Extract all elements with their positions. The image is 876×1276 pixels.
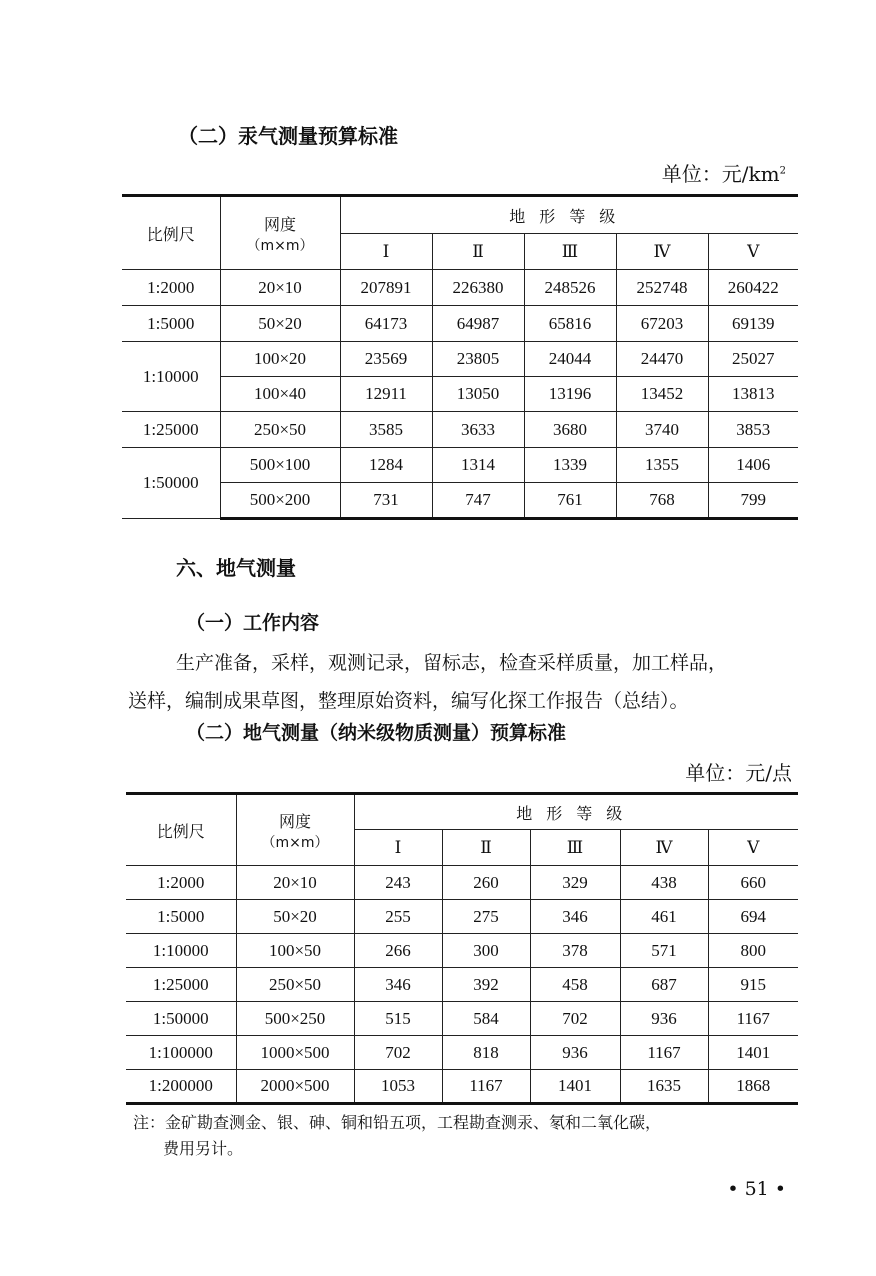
cell-value: 346 (354, 968, 442, 1002)
paragraph-line-1: 生产准备，采样，观测记录，留标志，检查采样质量，加工样品， (176, 652, 728, 674)
cell-value: 69139 (708, 306, 798, 342)
table-row (122, 412, 798, 448)
cell-value: 13452 (616, 377, 708, 412)
header-grid: 网度 （m×m） (236, 794, 354, 866)
cell-value: 1339 (524, 448, 616, 483)
cell-value: 1401 (530, 1070, 620, 1104)
cell-value: 761 (524, 483, 616, 519)
table-row (122, 342, 798, 377)
cell-grid: 20×10 (220, 270, 340, 306)
level-5: Ⅴ (708, 234, 798, 270)
cell-scale: 1:10000 (122, 342, 220, 412)
cell-value: 243 (354, 866, 442, 900)
cell-scale: 1:200000 (126, 1070, 236, 1104)
cell-value: 1284 (340, 448, 432, 483)
cell-grid: 20×10 (236, 866, 354, 900)
cell-value: 3585 (340, 412, 432, 448)
paragraph-line-2: 送样，编制成果草图，整理原始资料，编写化探工作报告（总结）。 (128, 690, 689, 712)
cell-value: 260422 (708, 270, 798, 306)
cell-scale: 1:5000 (126, 900, 236, 934)
cell-value: 936 (620, 1002, 708, 1036)
cell-value: 515 (354, 1002, 442, 1036)
unit-superscript: 2 (779, 165, 786, 177)
header-terrain: 地形等级 (340, 196, 798, 234)
table-row (122, 377, 798, 412)
cell-value: 1868 (708, 1070, 798, 1104)
cell-value: 1167 (442, 1070, 530, 1104)
cell-value: 65816 (524, 306, 616, 342)
cell-value: 346 (530, 900, 620, 934)
footnote-line-1: 注：金矿勘查测金、银、砷、铜和铅五项，工程勘查测汞、氡和二氧化碳， (133, 1113, 662, 1132)
cell-value: 660 (708, 866, 798, 900)
cell-value: 23805 (432, 342, 524, 377)
level-2: Ⅱ (432, 234, 524, 270)
level-5: Ⅴ (708, 830, 798, 866)
cell-value: 12911 (340, 377, 432, 412)
level-3: Ⅲ (524, 234, 616, 270)
cell-value: 3633 (432, 412, 524, 448)
cell-value: 207891 (340, 270, 432, 306)
cell-value: 252748 (616, 270, 708, 306)
cell-value: 1167 (620, 1036, 708, 1070)
cell-scale: 1:100000 (126, 1036, 236, 1070)
cell-value: 392 (442, 968, 530, 1002)
cell-grid: 100×20 (220, 342, 340, 377)
level-4: Ⅳ (620, 830, 708, 866)
cell-value: 300 (442, 934, 530, 968)
cell-value: 584 (442, 1002, 530, 1036)
cell-scale: 1:50000 (122, 448, 220, 519)
cell-value: 731 (340, 483, 432, 519)
cell-value: 702 (530, 1002, 620, 1036)
cell-value: 3853 (708, 412, 798, 448)
cell-value: 260 (442, 866, 530, 900)
cell-value: 458 (530, 968, 620, 1002)
cell-value: 1167 (708, 1002, 798, 1036)
header-terrain: 地形等级 (354, 794, 798, 830)
cell-value: 571 (620, 934, 708, 968)
cell-grid: 500×200 (220, 483, 340, 519)
cell-value: 438 (620, 866, 708, 900)
cell-scale: 1:25000 (122, 412, 220, 448)
unit-label-1 (662, 158, 786, 187)
section-heading-soil-gas: 六、地气测量 (176, 556, 296, 580)
cell-grid: 50×20 (220, 306, 340, 342)
cell-value: 936 (530, 1036, 620, 1070)
cell-value: 13196 (524, 377, 616, 412)
table-row (126, 1002, 798, 1036)
cell-value: 24470 (616, 342, 708, 377)
level-2: Ⅱ (442, 830, 530, 866)
cell-value: 799 (708, 483, 798, 519)
table-row (126, 866, 798, 900)
unit-text-1: 单位：元/km (661, 162, 780, 186)
cell-value: 1401 (708, 1036, 798, 1070)
cell-value: 329 (530, 866, 620, 900)
cell-value: 1635 (620, 1070, 708, 1104)
cell-value: 226380 (432, 270, 524, 306)
cell-value: 255 (354, 900, 442, 934)
cell-scale: 1:50000 (126, 1002, 236, 1036)
cell-value: 1314 (432, 448, 524, 483)
table-row (126, 934, 798, 968)
cell-value: 266 (354, 934, 442, 968)
header-scale: 比例尺 (126, 794, 236, 866)
cell-value: 24044 (524, 342, 616, 377)
cell-value: 1406 (708, 448, 798, 483)
cell-value: 67203 (616, 306, 708, 342)
cell-value: 23569 (340, 342, 432, 377)
cell-scale: 1:10000 (126, 934, 236, 968)
cell-value: 275 (442, 900, 530, 934)
level-1: Ⅰ (340, 234, 432, 270)
cell-value: 687 (620, 968, 708, 1002)
unit-label-2: 单位：元/点 (685, 761, 792, 785)
cell-grid: 1000×500 (236, 1036, 354, 1070)
cell-value: 64987 (432, 306, 524, 342)
cell-grid: 100×50 (236, 934, 354, 968)
table-row (122, 448, 798, 483)
cell-value: 3740 (616, 412, 708, 448)
subsection-work-content: （一）工作内容 (186, 612, 320, 634)
cell-value: 694 (708, 900, 798, 934)
mercury-budget-table (122, 194, 798, 520)
subsection-budget-standard: （二）地气测量（纳米级物质测量）预算标准 (186, 722, 567, 744)
footnote-line-2: 费用另计。 (163, 1139, 244, 1158)
section-title-mercury: （二）汞气测量预算标准 (178, 124, 398, 148)
cell-value: 915 (708, 968, 798, 1002)
header-scale: 比例尺 (122, 196, 220, 270)
soil-gas-budget-table (126, 792, 798, 1105)
level-1: Ⅰ (354, 830, 442, 866)
cell-grid: 500×100 (220, 448, 340, 483)
cell-grid: 250×50 (236, 968, 354, 1002)
cell-scale: 1:5000 (122, 306, 220, 342)
cell-value: 1355 (616, 448, 708, 483)
table-row (122, 306, 798, 342)
table-row (126, 968, 798, 1002)
cell-grid: 2000×500 (236, 1070, 354, 1104)
cell-grid: 250×50 (220, 412, 340, 448)
cell-value: 747 (432, 483, 524, 519)
table-row (126, 1036, 798, 1070)
cell-value: 25027 (708, 342, 798, 377)
cell-scale: 1:2000 (126, 866, 236, 900)
page-number: • 51 • (727, 1178, 786, 1200)
cell-value: 13050 (432, 377, 524, 412)
cell-value: 461 (620, 900, 708, 934)
cell-value: 378 (530, 934, 620, 968)
cell-scale: 1:25000 (126, 968, 236, 1002)
cell-grid: 500×250 (236, 1002, 354, 1036)
cell-value: 3680 (524, 412, 616, 448)
cell-value: 818 (442, 1036, 530, 1070)
cell-grid: 50×20 (236, 900, 354, 934)
cell-value: 64173 (340, 306, 432, 342)
cell-scale: 1:2000 (122, 270, 220, 306)
table-row (122, 483, 798, 519)
level-4: Ⅳ (616, 234, 708, 270)
cell-value: 800 (708, 934, 798, 968)
cell-value: 1053 (354, 1070, 442, 1104)
cell-value: 13813 (708, 377, 798, 412)
cell-value: 702 (354, 1036, 442, 1070)
level-3: Ⅲ (530, 830, 620, 866)
cell-grid: 100×40 (220, 377, 340, 412)
table-row (126, 1070, 798, 1104)
cell-value: 768 (616, 483, 708, 519)
cell-value: 248526 (524, 270, 616, 306)
header-grid: 网度 （m×m） (220, 196, 340, 270)
table-row (122, 270, 798, 306)
table-row (126, 900, 798, 934)
